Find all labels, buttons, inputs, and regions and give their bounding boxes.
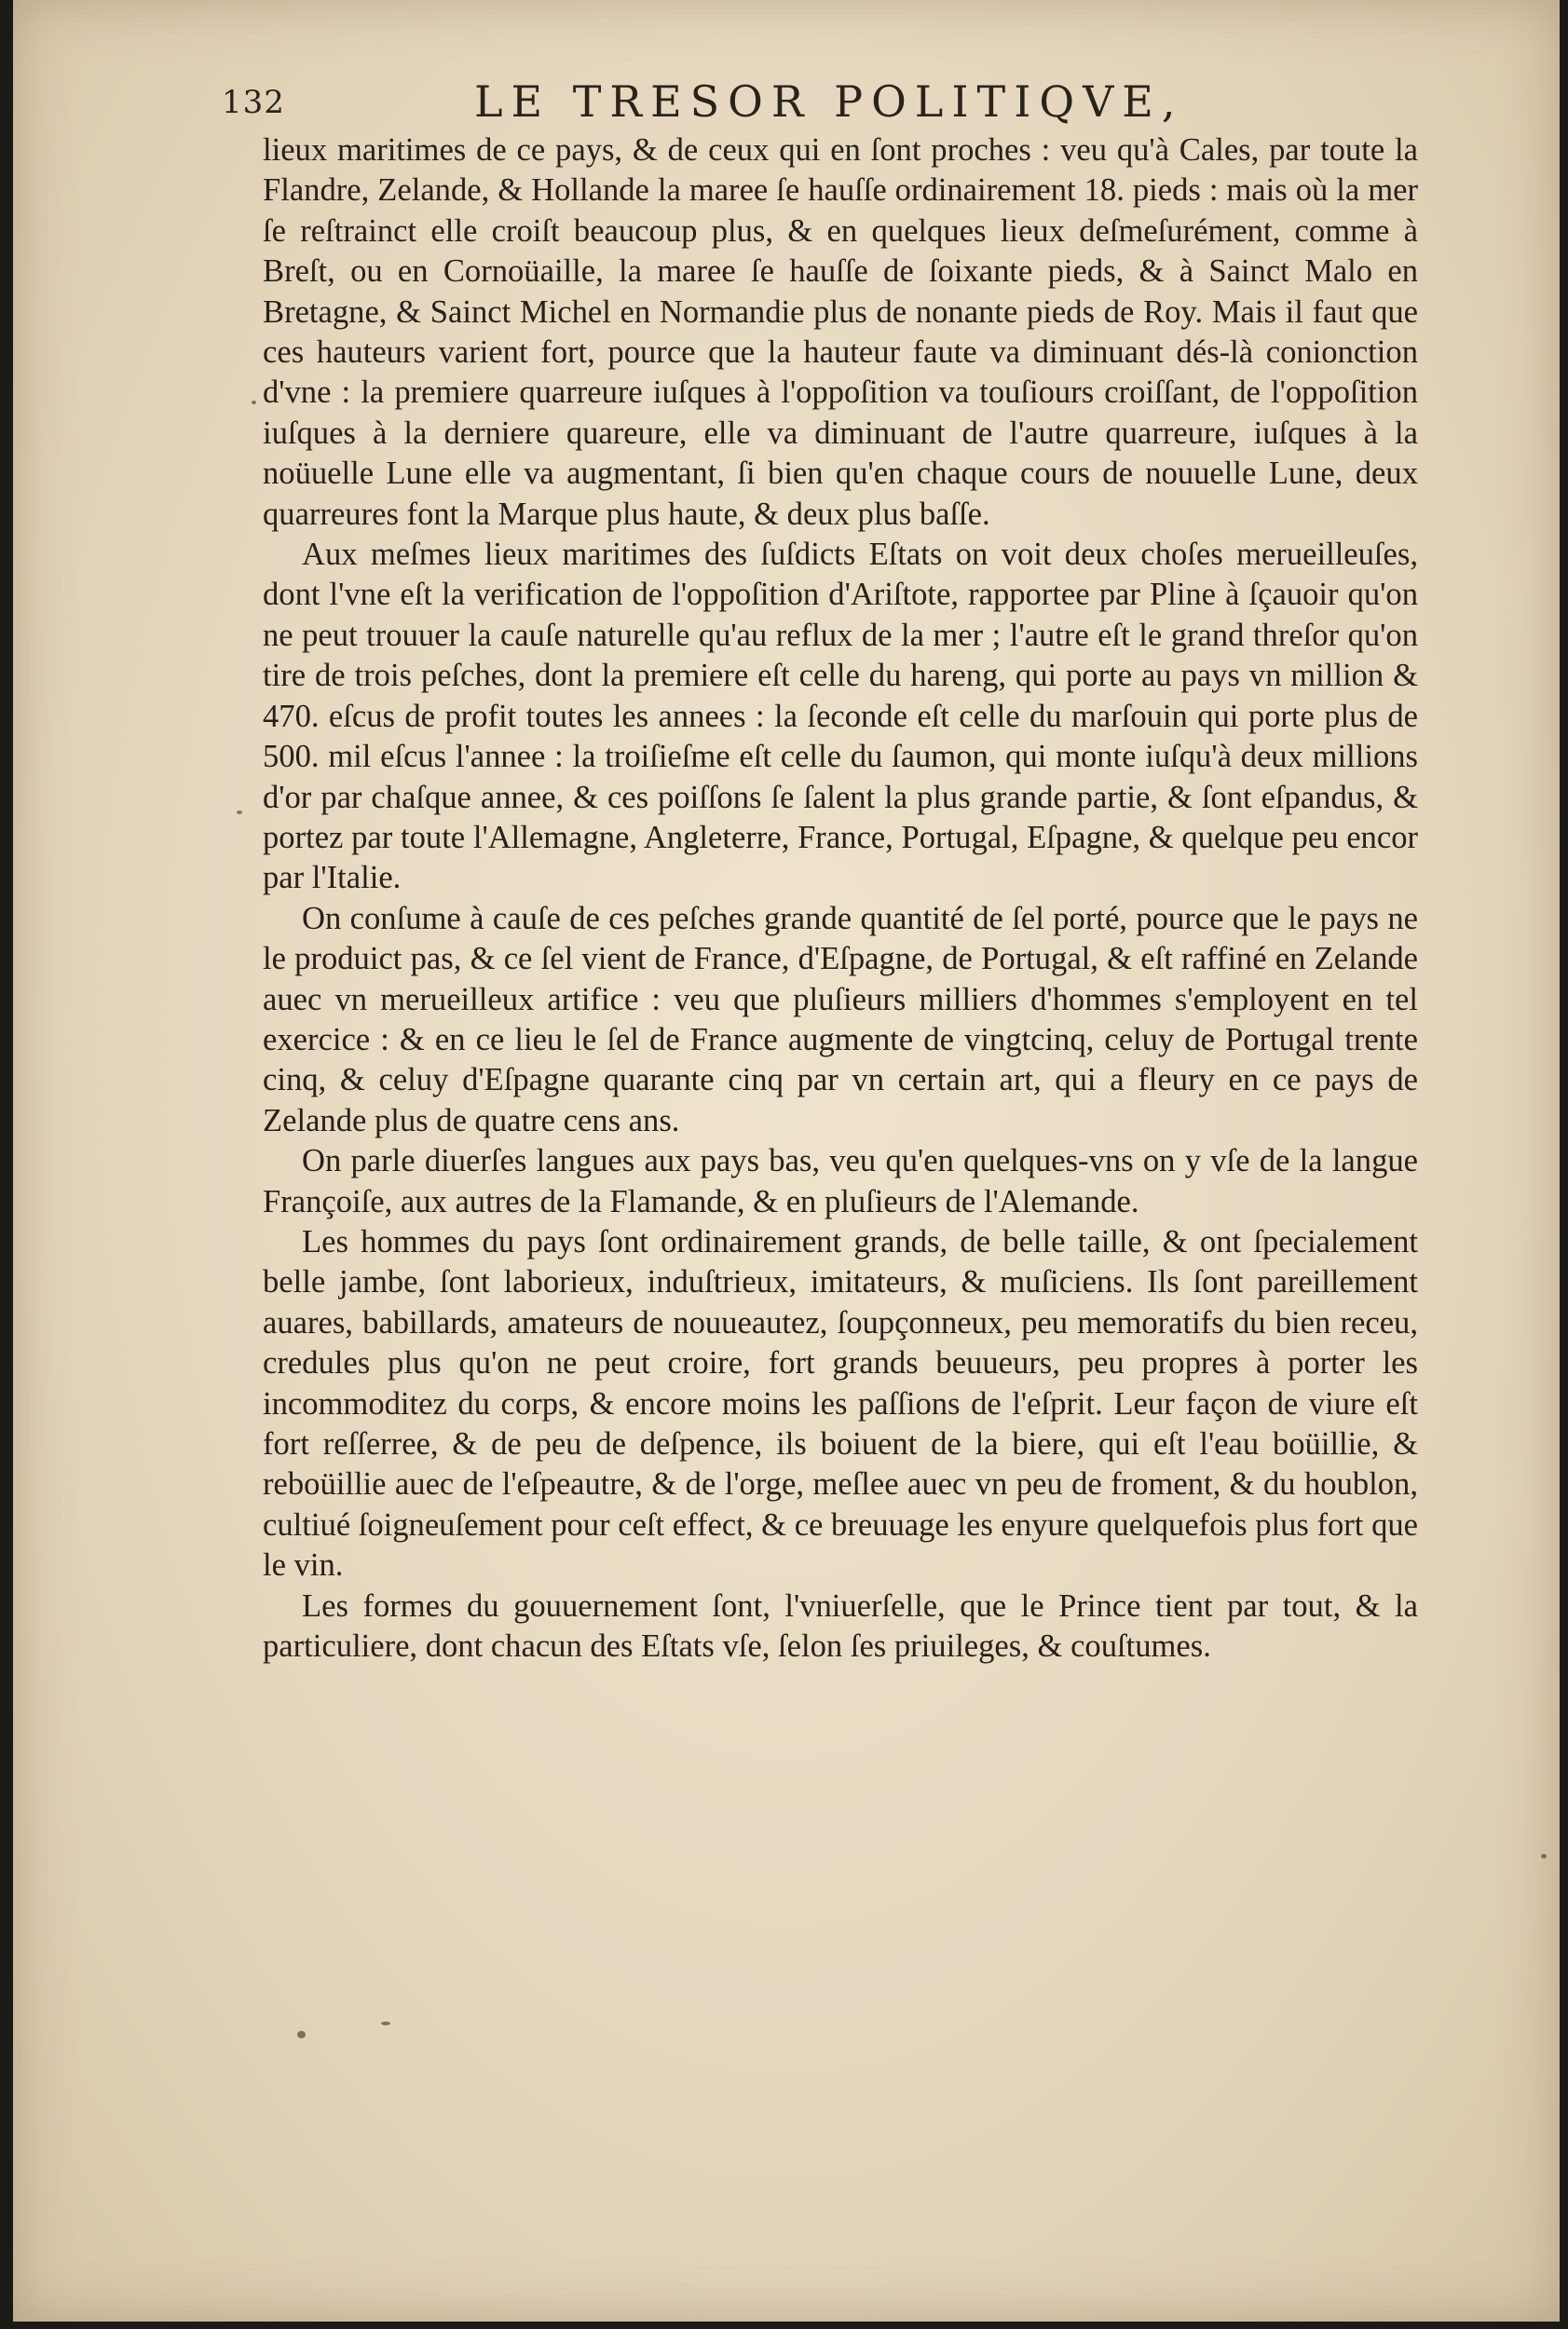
paragraph-fisheries: Aux meſmes lieux maritimes des ſuſdicts Eſtats on voit deux choſes merueilleuſes, dont l'vne eſt la verification de l'oppoſition d'Ariſtote, rapportee par Pline à ſçauoir qu'on ne peut trouuer la cauſe naturelle qu'au reflux de la mer ; l'autre eſt le grand threſor qu'on tire de trois peſches, dont la premiere eſt celle du hareng, qui porte au pays vn million & 470. eſcus de profit toutes les annees : la ſeconde eſt celle du marſouin qui porte plus de 500. mil eſcus l'annee : la troiſieſme eſt celle du ſaumon, qui monte iuſqu'à deux millions d'or par chaſque annee, & ces poiſſons ſe ſalent la plus grande partie, & ſont eſpandus, & portez par toute l'Allemagne, Angleterre, France, Portugal, Eſpagne, & quelque peu encor par l'Italie. xyxy=(263,537,1418,896)
running-title: LE TRESOR POLITIQVE, xyxy=(474,76,1184,127)
ink-speck xyxy=(297,2031,306,2038)
paragraph-salt: On conſume à cauſe de ces peſches grande quantité de ſel porté, pource que le pays ne le produict pas, & ce ſel vient de France, d'Eſpagne, de Portugal, & eſt raffiné en Zelande auec vn merueilleux artifice : veu que pluſieurs milliers d'hommes s'employent en tel exercice : & en ce lieu le ſel de France augmente de vingtcinq, celuy de Portugal trente cinq, & celuy d'Eſpagne quarante cinq par vn certain art, qui a fleury en ce pays de Zelande plus de quatre cens ans. xyxy=(263,900,1418,1138)
paragraph-government: Les formes du gouuernement ſont, l'vniuerſelle, que le Prince tient par tout, & la particuliere, dont chacun des Eſtats vſe, ſelon ſes priuileges, & couſtumes. xyxy=(263,1587,1418,1665)
paragraph-tides: lieux maritimes de ce pays, & de ceux qui en ſont proches : veu qu'à Cales, par toute la Flandre, Zelande, & Hollande la maree ſe hauſſe ordinairement 18. pieds : mais où la mer ſe reſtrainct elle croiſt beaucoup plus, & en quelques lieux deſmeſurément, comme à Breſt, ou en Cornoüaille, la maree ſe hauſſe de ſoixante pieds, & à Sainct Malo en Bretagne, & Sainct Michel en Normandie plus de nonante pieds de Roy. Mais il faut que ces hauteurs varient fort, pource que la hauteur faute va diminuant dés-là conionction d'vne : la premiere quarreure iuſques à l'oppoſition va touſiours croiſſant, de l'oppoſition iuſques à la derniere quareure, elle va diminuant de l'autre quarreure, iuſques à la noüuelle Lune elle va augmentant, ſi bien qu'en chaque cours de nouuelle Lune, deux quarreures font la Marque plus haute, & deux plus baſſe. xyxy=(263,132,1418,532)
ink-speck xyxy=(1541,1854,1547,1859)
text-body xyxy=(263,130,1418,1667)
ink-speck xyxy=(252,401,256,404)
book-page xyxy=(13,0,1560,2322)
paragraph-inhabitants: Les hommes du pays ſont ordinairement grands, de belle taille, & ont ſpecialement belle jambe, ſont laborieux, induſtrieux, imitateurs, & muſiciens. Ils ſont pareillement auares, babillards, amateurs de nouueautez, ſoupçonneux, peu memoratifs du bien receu, credules plus qu'on ne peut croire, fort grands beuueurs, peu propres à porter les incommoditez du corps, & encore moins les paſſions de l'eſprit. Leur façon de viure eſt fort reſſerree, & de peu de deſpence, ils boiuent de la biere, qui eſt l'eau boüillie, & reboüillie auec de l'eſpeautre, & de l'orge, meſlee auec vn peu de froment, & du houblon, cultiué ſoigneuſement pour ceſt effect, & ce breuuage les enyure quelquefois plus fort que le vin. xyxy=(263,1223,1418,1584)
paragraph-languages: On parle diuerſes langues aux pays bas, veu qu'en quelques-vns on y vſe de la langue Françoiſe, aux autres de la Flamande, & en pluſieurs de l'Alemande. xyxy=(263,1143,1418,1219)
ink-speck xyxy=(237,810,242,814)
ink-speck xyxy=(381,2022,390,2025)
page-number: 132 xyxy=(222,84,285,121)
